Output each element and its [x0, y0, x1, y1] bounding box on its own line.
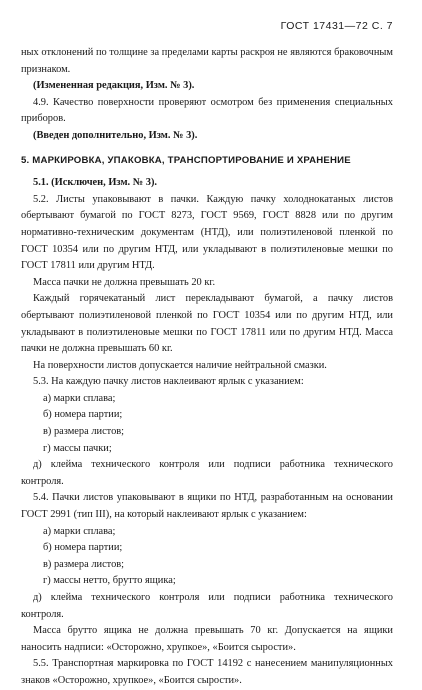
paragraph: ных отклонений по толщине за пределами карты раскроя не являются браковочным признаком.: [21, 47, 393, 75]
paragraph: (Введен дополнительно, Изм. № 3).: [33, 129, 198, 141]
paragraph: На поверхности листов допускается наличие нейтральной смазки.: [33, 359, 327, 371]
paragraph: 5.2. Листы упаковывают в пачки. Каждую пачку холоднокатаных листов обертывают бумагой по ГОСТ 8273, ГОСТ 9569, ГОСТ 8828 или по другим нормативно-техническим документам (НТД), или полиэтиленовой пленкой по ГОСТ 10354 или по другим НТД, или укладывают в полиэтиленовые мешки по ГОСТ 17811 или другим НТД.: [21, 193, 393, 272]
list-item: в) размера листов;: [43, 426, 125, 438]
paragraph: д) клейма технического контроля или подписи работника технического контроля.: [21, 459, 393, 487]
paragraph: 5.3. На каждую пачку листов наклеивают ярлык с указанием:: [33, 376, 304, 388]
paragraph: Масса брутто ящика не должна превышать 70 кг. Допускается на ящики наносить надписи: «Осторожно, хрупкое», «Боится сырости».: [21, 625, 393, 653]
list-item: г) массы пачки;: [43, 442, 112, 454]
paragraph: (Измененная редакция, Изм. № 3).: [33, 80, 195, 92]
paragraph: д) клейма технического контроля или подписи работника технического контроля.: [21, 592, 393, 620]
paragraph: Масса пачки не должна превышать 20 кг.: [33, 276, 216, 288]
section-heading: 5. МАРКИРОВКА, УПАКОВКА, ТРАНСПОРТИРОВАНИЕ И ХРАНЕНИЕ: [21, 154, 351, 166]
list-item: а) марки сплава;: [43, 392, 116, 404]
paragraph: 4.9. Качество поверхности проверяют осмотром без применения специальных приборов.: [21, 96, 393, 125]
list-item: б) номера партии;: [43, 542, 123, 554]
list-item: б) номера партии;: [43, 409, 123, 421]
paragraph: Каждый горячекатаный лист перекладывают бумагой, а пачку листов обертывают полиэтиленовой пленкой по ГОСТ 10354 или по другим НТД, или укладывают в полиэтиленовые мешки по ГОСТ 17811 или по другим НТД. Масса пачки не должна превышать 60 кг.: [21, 293, 393, 355]
document-page: [21, 18, 393, 690]
list-item: г) массы нетто, брутто ящика;: [43, 575, 176, 587]
list-item: в) размера листов;: [43, 558, 125, 570]
paragraph: 5.1. (Исключен, Изм. № 3).: [33, 177, 158, 189]
paragraph: 5.4. Пачки листов упаковывают в ящики по НТД, разработанным на основании ГОСТ 2991 (тип III), на который наклеивают ярлык с указанием:: [21, 492, 393, 521]
document-body: [21, 45, 393, 690]
list-item: а) марки сплава;: [43, 525, 116, 537]
paragraph: 5.5. Транспортная маркировка по ГОСТ 14192 с нанесением манипуляционных знаков «Осторожно, хрупкое», «Боится сырости».: [21, 658, 393, 686]
page-header: ГОСТ 17431—72 С. 7: [280, 20, 393, 32]
